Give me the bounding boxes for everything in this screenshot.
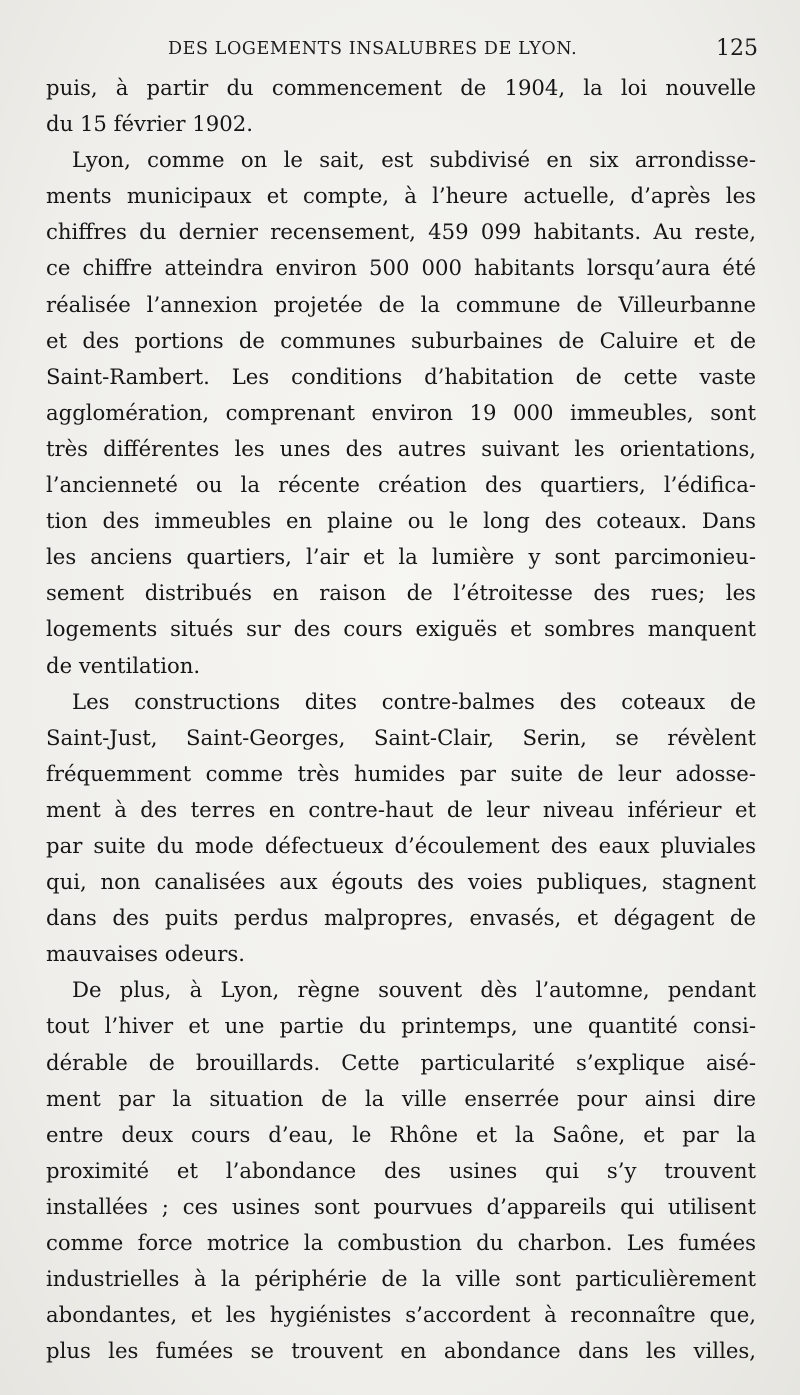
text-line: ment par la situation de la ville enserrée pour ainsi dire: [46, 1085, 756, 1111]
text-line: Saint-Rambert. Les conditions d’habitation de cette vaste: [46, 363, 756, 389]
text-line: entre deux cours d’eau, le Rhône et la Saône, et par la: [46, 1121, 756, 1147]
text-line: De plus, à Lyon, règne souvent dès l’automne, pendant: [72, 977, 756, 1003]
text-line: installées ; ces usines sont pourvues d’appareils qui utilisent: [46, 1193, 756, 1219]
text-line: mauvaises odeurs.: [46, 941, 246, 967]
text-line: les anciens quartiers, l’air et la lumière y sont parcimonieu-: [46, 544, 756, 570]
text-line: de ventilation.: [46, 652, 201, 678]
text-line: Les constructions dites contre-balmes des coteaux de: [72, 688, 756, 714]
text-line: dans des puits perdus malpropres, envasés, et dégagent de: [46, 905, 756, 931]
text-line: logements situés sur des cours exiguës et sombres manquent: [46, 616, 756, 642]
running-title: DES LOGEMENTS INSALUBRES DE LYON.: [168, 39, 578, 59]
text-line: ment à des terres en contre-haut de leur niveau inférieur et: [46, 796, 756, 822]
text-line: ments municipaux et compte, à l’heure actuelle, d’après les: [46, 183, 756, 209]
text-line: puis, à partir du commencement de 1904, la loi nouvelle: [46, 75, 756, 100]
text-line: l’ancienneté ou la récente création des quartiers, l’édifica-: [46, 472, 756, 498]
text-line: abondantes, et les hygiénistes s’accordent à reconnaître que,: [46, 1302, 756, 1328]
text-line: tout l’hiver et une partie du printemps, une quantité consi-: [46, 1013, 756, 1039]
text-line: et des portions de communes suburbaines de Caluire et de: [46, 327, 756, 353]
text-line: proximité et l’abondance des usines qui s’y trouvent: [46, 1157, 756, 1183]
running-head: [44, 34, 758, 64]
text-line: dérable de brouillards. Cette particularité s’explique aisé-: [46, 1049, 756, 1075]
text-line: réalisée l’annexion projetée de la commune de Villeurbanne: [46, 291, 756, 317]
text-line: du 15 février 1902.: [46, 111, 253, 137]
text-line: qui, non canalisées aux égouts des voies publiques, stagnent: [46, 869, 756, 895]
text-line: très différentes les unes des autres suivant les orientations,: [46, 435, 756, 461]
text-line: industrielles à la périphérie de la ville sont particulièrement: [46, 1266, 756, 1292]
text-line: Lyon, comme on le sait, est subdivisé en six arrondisse-: [72, 147, 756, 173]
page-number: 125: [716, 36, 758, 61]
text-line: par suite du mode défectueux d’écoulement des eaux pluviales: [46, 832, 756, 858]
text-line: plus les fumées se trouvent en abondance dans les villes,: [46, 1338, 756, 1364]
text-line: sement distribués en raison de l’étroitesse des rues; les: [46, 580, 756, 606]
text-line: ce chiffre atteindra environ 500 000 habitants lorsqu’aura été: [46, 255, 756, 281]
text-line: fréquemment comme très humides par suite de leur adosse-: [46, 760, 756, 786]
text-line: comme force motrice la combustion du charbon. Les fumées: [46, 1230, 756, 1255]
text-line: chiffres du dernier recensement, 459 099 habitants. Au reste,: [46, 219, 756, 245]
text-line: tion des immeubles en plaine ou le long des coteaux. Dans: [46, 508, 756, 534]
body-text: [46, 70, 756, 1369]
text-line: Saint-Just, Saint-Georges, Saint-Clair, Serin, se révèlent: [46, 724, 756, 750]
text-line: agglomération, comprenant environ 19 000 immeubles, sont: [46, 399, 756, 425]
